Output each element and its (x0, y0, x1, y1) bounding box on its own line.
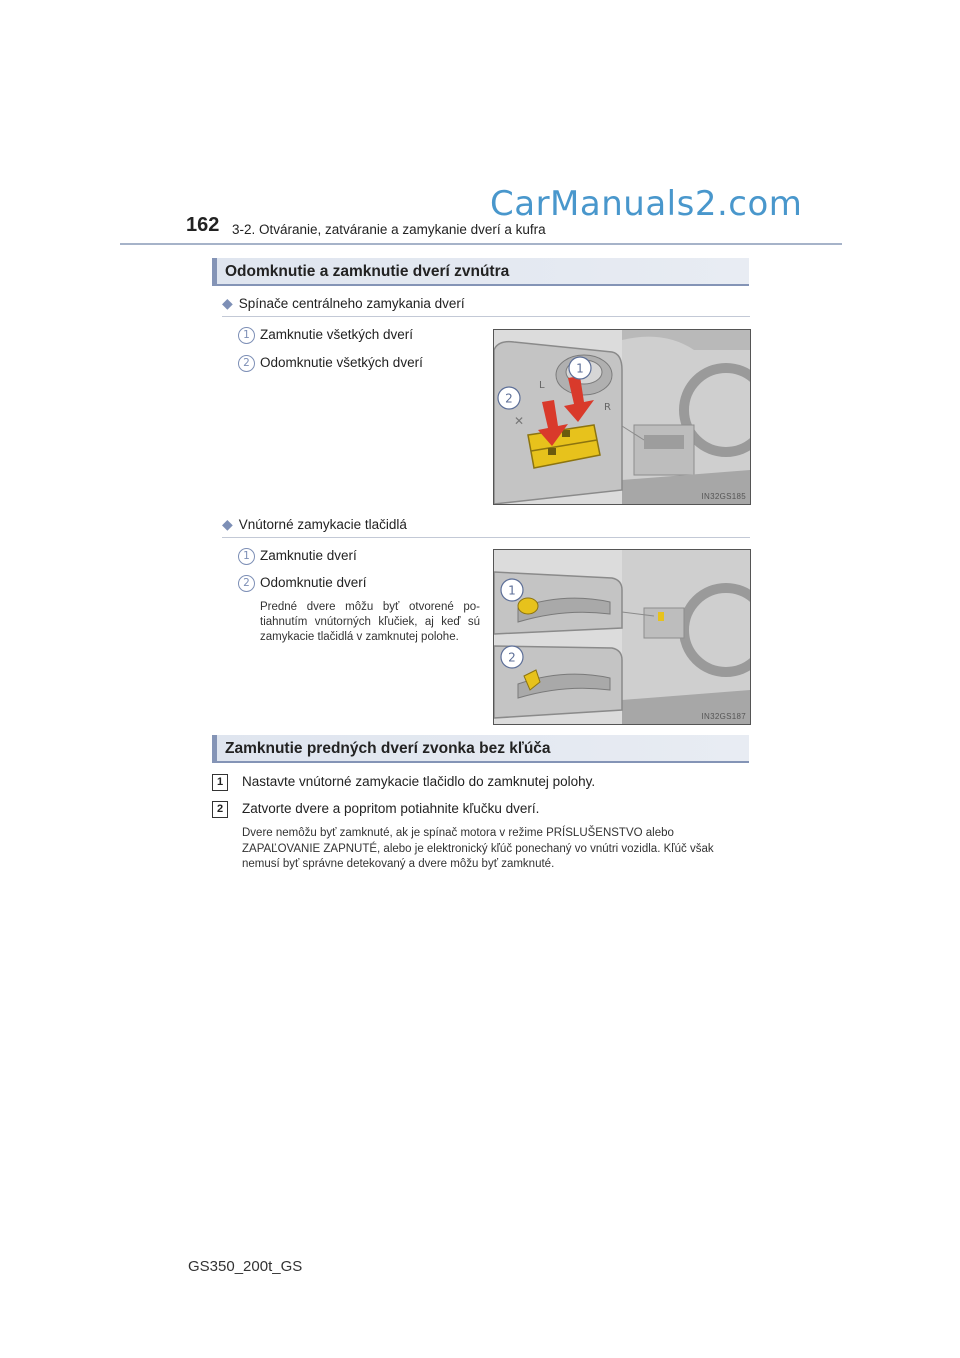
callout-1: 1 (576, 361, 584, 376)
section-heading-inside (212, 258, 749, 286)
item-number-2: 2 (238, 575, 255, 592)
central-lock-illustration (494, 330, 750, 504)
diamond-bullet-icon: ◆ (222, 295, 233, 311)
svg-text:R: R (604, 402, 611, 413)
callout-2: 2 (508, 650, 516, 665)
watermark: CarManuals2.com (490, 184, 803, 224)
item-text-unlock-all: Odomknutie všetkých dverí (260, 355, 423, 370)
note-inside-handles: Predné dvere môžu byť otvorené po- tiahnutím vnútorných kľučiek, aj keď sú zamykacie tlačidlá v zamknutej polohe. (260, 601, 480, 643)
section-heading-outside-text: Zamknutie predných dverí zvonka bez kľúča (225, 740, 551, 757)
diamond-bullet-icon: ◆ (222, 516, 233, 532)
callout-1: 1 (508, 583, 516, 598)
svg-text:L: L (539, 380, 545, 391)
svg-text:✕: ✕ (514, 414, 525, 428)
item-number-2: 2 (238, 355, 255, 372)
section-heading-inside-text: Odomknutie a zamknutie dverí zvnútra (225, 263, 510, 280)
item-text-unlock-door: Odomknutie dverí (260, 575, 367, 590)
step-text-2: Zatvorte dvere a popritom potiahnite kľučku dverí. (242, 801, 540, 816)
subheading-divider (222, 537, 750, 538)
inside-lock-illustration (494, 550, 750, 724)
step-number-2: 2 (212, 801, 228, 818)
figure-inside-lock-buttons (493, 549, 751, 725)
footer-model-code: GS350_200t_GS (188, 1258, 303, 1275)
item-text-lock-all: Zamknutie všetkých dverí (260, 327, 414, 342)
header-divider (120, 243, 842, 245)
chapter-title: 3-2. Otváranie, zatváranie a zamykanie dverí a kufra (232, 222, 546, 237)
page-number: 162 (186, 214, 220, 236)
note-outside-lock: Dvere nemôžu byť zamknuté, ak je spínač motora v režime PRÍSLUŠENSTVO alebo ZAPAĽOVANIE ZAPNUTÉ, alebo je elektronický kľúč ponechaný vo vnútri vozidla. Kľúč však nemusí byť správne detekovaný a dvere môžu byť zamknuté. (242, 827, 714, 870)
step-number-1: 1 (212, 774, 228, 791)
section-heading-outside (212, 735, 749, 763)
figure-code: IN32GS185 (701, 492, 746, 501)
figure-code: IN32GS187 (701, 712, 746, 721)
item-number-1: 1 (238, 548, 255, 565)
subheading-divider (222, 316, 750, 317)
subheading-inside-lock-text: Vnútorné zamykacie tlačidlá (238, 517, 407, 532)
subheading-inside-lock-buttons (222, 516, 407, 533)
item-text-lock-door: Zamknutie dverí (260, 548, 357, 563)
figure-central-lock-switch (493, 329, 751, 505)
item-number-1: 1 (238, 327, 255, 344)
subheading-central-lock-text: Spínače centrálneho zamykania dverí (238, 296, 465, 311)
step-text-1: Nastavte vnútorné zamykacie tlačidlo do zamknutej polohy. (242, 774, 596, 789)
callout-2: 2 (505, 391, 513, 406)
subheading-central-lock-switches (222, 295, 465, 312)
